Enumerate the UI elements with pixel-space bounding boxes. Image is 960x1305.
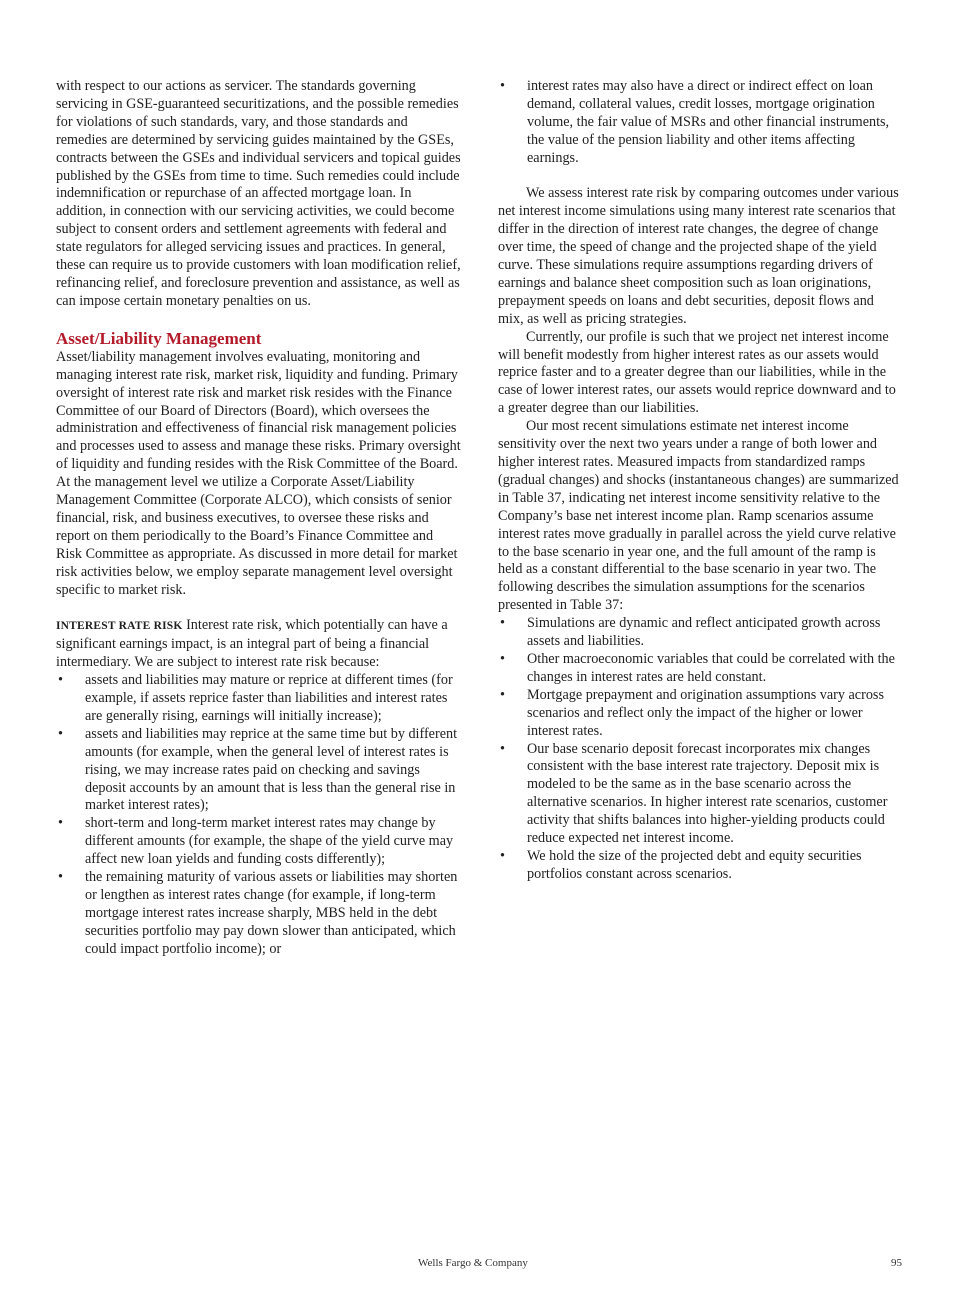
section-heading: Asset/Liability Management <box>56 328 262 348</box>
list-item <box>56 672 462 726</box>
list-item-text: assets and liabilities may reprice at the same time but by different amounts (for example, when the general level of interest rates is rising, we may increase rates paid on checking and savings deposit accounts by an amount that is less than the general rise in market interest rates); <box>85 725 458 814</box>
list-item-text: Other macroeconomic variables that could be correlated with the changes in interest rates are held constant. <box>527 650 895 685</box>
bullet-glyph: • <box>500 686 505 703</box>
bullet-glyph: • <box>58 815 63 832</box>
list-item-text: Mortgage prepayment and origination assumptions vary across scenarios and reflect only the impact of the higher or lower interest rates. <box>527 686 884 739</box>
bullet-glyph: • <box>58 725 63 742</box>
list-item-text: assets and liabilities may mature or reprice at different times (for example, if assets reprice faster than liabilities and interest rates are generally rising, earnings will initially increase); <box>85 672 453 724</box>
bullet-glyph: • <box>500 78 505 94</box>
list-item-text: interest rates may also have a direct or indirect effect on loan demand, collateral values, credit losses, mortgage origination volume, the fair value of MSRs and other financial instruments, the value of the pension liability and other items affecting earnings. <box>527 78 890 166</box>
simulation-paragraph: We assess interest rate risk by comparing outcomes under various net interest income simulations using many interest rate scenarios that differ in the direction of interest rate changes, the degree of change over time, the speed of change and the projected shape of the yield curve. These simulations require assumptions regarding drivers of earnings and balance sheet composition such as loan originations, prepayment speeds on loans and debt securities, deposit flows and mix, as well as pricing strategies. <box>498 185 899 327</box>
left-column <box>56 78 462 959</box>
list-item <box>498 651 903 687</box>
intro-paragraph: with respect to our actions as servicer. The standards governing servicing in GSE-guaranteed securitizations, and the possible remedies for violations of such standards, vary, and those standards and remedies are determined by servicing guides maintained by the GSEs, contracts between the GSEs and individual servicers and topical guides published by the GSEs from time to time. Such remedies could include indemnification or repurchase of an affected mortgage loan. In addition, in connection with our servicing activities, we could become subject to consent orders and settlement agreements with federal and state regulators for alleged servicing issues and practices. In general, these can require us to provide customers with loan modification relief, refinancing relief, and foreclosure prevention and assistance, as well as can impose certain monetary penalties on us. <box>56 78 461 309</box>
list-item <box>498 741 903 848</box>
list-item-text: the remaining maturity of various assets or liabilities may shorten or lengthen as interest rates change (for example, if long-term mortgage interest rates increase sharply, MBS held in the debt securities portfolio may pay down slower than anticipated, which could impact portfolio income); or <box>85 869 458 957</box>
list-item <box>498 687 903 741</box>
bullet-glyph: • <box>58 869 63 886</box>
bullet-glyph: • <box>500 740 505 757</box>
list-item <box>56 726 462 816</box>
list-item <box>498 615 903 651</box>
sensitivity-paragraph: Our most recent simulations estimate net interest income sensitivity over the next two years under a range of both lower and higher interest rates. Measured impacts from standardized ramps (gradual changes) and shocks (instantaneous changes) are summarized in Table 37, indicating net interest income sensitivity relative to the Company’s base net interest income plan. Ramp scenarios assume interest rates move gradually in parallel across the yield curve relative to the base scenario in year one, and the full amount of the ramp is held as a constant differential to the base scenario in year two. The following describes the simulation assumptions for the scenarios presented in Table 37: <box>498 418 899 614</box>
list-item <box>498 78 903 168</box>
alm-paragraph: Asset/liability management involves evaluating, monitoring and managing interest rate risk, market risk, liquidity and funding. Primary oversight of interest rate risk and market risk resides with the Finance Committee of our Board of Directors (Board), which oversees the administration and effectiveness of financial risk management policies and processes used to assess and manage these risks. Primary oversight of liquidity and funding resides with the Risk Committee of the Board. At the management level we utilize a Corporate Asset/Liability Management Committee (Corporate ALCO), which consists of senior financial, risk, and business executives, to oversee these risks and report on them periodically to the Board’s Finance Committee and Risk Committee as appropriate. As discussed in more detail for market risk activities below, we employ separate management level oversight specific to market risk. <box>56 348 461 598</box>
list-item-text: Our base scenario deposit forecast incorporates mix changes consistent with the base interest rate trajectory. Deposit mix is modeled to be the same as in the base scenario across the alternative scenarios. In higher interest rate scenarios, customer activity that shifts balances into higher-yielding products could reduce expected net interest income. <box>527 740 888 847</box>
footer-company-name: Wells Fargo & Company <box>418 1257 528 1269</box>
page-number: 95 <box>891 1257 902 1269</box>
list-item <box>56 869 462 959</box>
list-item-text: We hold the size of the projected debt and equity securities portfolios constant across scenarios. <box>527 847 862 882</box>
left-bullet-list <box>56 672 462 959</box>
profile-paragraph: Currently, our profile is such that we project net interest income will benefit modestly from higher interest rates as our assets would reprice faster and to a greater degree than our liabilities, while in the case of lower interest rates, our assets would reprice downward and to a greater degree than our liabilities. <box>498 328 896 417</box>
interest-rate-risk-text: Interest rate risk, which potentially can have a significant earnings impact, is an integral part of being a financial intermediary. We are subject to interest rate risk because: <box>56 617 448 671</box>
bullet-glyph: • <box>500 615 505 632</box>
right-top-bullet-list <box>498 78 903 168</box>
interest-rate-risk-label: INTEREST RATE RISK <box>56 620 183 633</box>
list-item-text: short-term and long-term market interest rates may change by different amounts (for example, the shape of the yield curve may affect new loan yields and funding costs differently); <box>85 815 454 868</box>
bullet-glyph: • <box>500 847 505 864</box>
bullet-glyph: • <box>500 650 505 667</box>
list-item <box>498 848 903 884</box>
list-item <box>56 815 462 869</box>
interest-rate-risk-paragraph <box>56 617 462 672</box>
bullet-glyph: • <box>58 672 63 689</box>
assumptions-bullet-list <box>498 615 903 884</box>
list-item-text: Simulations are dynamic and reflect anticipated growth across assets and liabilities. <box>527 615 881 650</box>
right-column <box>498 78 903 884</box>
